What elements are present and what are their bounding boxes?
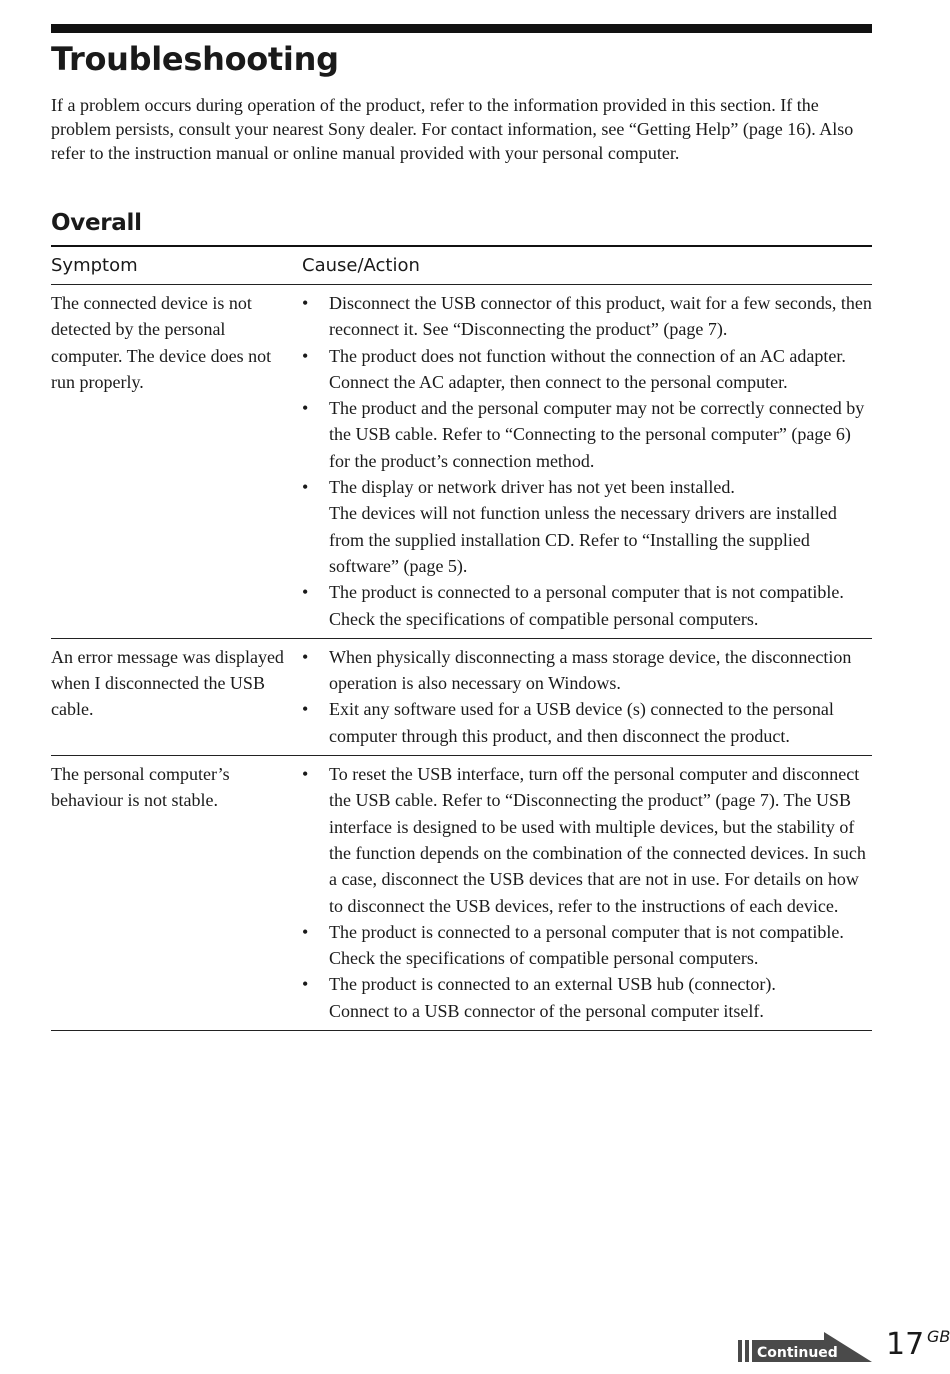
symptom-cell: The personal computer’s behaviour is not stable. [51, 764, 230, 811]
header-cause-action: Cause/Action [302, 255, 420, 276]
cause-text: • Disconnect the USB connector of this product, wait for a few seconds, then reconnect it. See “Disconnecting the product” (page 7). [329, 293, 872, 340]
cause-list [302, 290, 872, 632]
cause-item [302, 579, 872, 632]
intro-paragraph: If a problem occurs during operation of the product, refer to the information provided in this section. If the problem persists, consult your nearest Sony dealer. For contact information, see “Getting Help” (page 16). Also refer to the instruction manual or online manual provided with your personal computer. [51, 95, 854, 163]
section-title: Overall [51, 210, 142, 236]
cause-action-cell [302, 290, 872, 632]
action-text: Check the specifications of compatible personal computers. [329, 608, 759, 629]
cause-text: • To reset the USB interface, turn off the personal computer and disconnect the USB cable. Refer to “Disconnecting the product” (page 7). The USB interface is designed to be used with multiple devices, but the stability of the function depends on the combination of the connected devices. In such a case, disconnect the USB devices that are not in use. For details on how to disconnect the USB devices, refer to the instructions of each device. [329, 764, 866, 916]
table-row [51, 639, 872, 756]
cause-item [302, 971, 872, 1024]
cause-item [302, 343, 872, 396]
cause-item [302, 761, 872, 919]
symptom-cell: The connected device is not detected by the personal computer. The device does not run properly. [51, 293, 272, 392]
action-text: The devices will not function unless the necessary drivers are installed from the supplied installation CD. Refer to “Installing the supplied software” (page 5). [329, 503, 837, 576]
cause-item [302, 919, 872, 972]
cause-text: • Exit any software used for a USB device (s) connected to the personal computer through this product, and then disconnect the product. [329, 699, 834, 746]
cause-text: • The product does not function without the connection of an AC adapter. Connect the AC adapter, then connect to the personal computer. [329, 345, 846, 392]
continued-label: Continued [757, 1345, 838, 1361]
cause-text: • The product and the personal computer may not be correctly connected by the USB cable. Refer to “Connecting to the personal computer” (page 6) for the product’s connection method. [329, 398, 865, 471]
top-rule [51, 24, 872, 33]
page-title: Troubleshooting [51, 40, 339, 78]
action-text: Connect to a USB connector of the personal computer itself. [329, 1000, 764, 1021]
page-footer [738, 1326, 950, 1374]
cause-item [302, 474, 872, 579]
page-number: 17 [886, 1327, 925, 1362]
cause-list [302, 761, 872, 1024]
troubleshooting-table [51, 245, 872, 1031]
cause-action-cell [302, 644, 872, 749]
header-symptom: Symptom [51, 255, 138, 276]
cause-action-cell [302, 761, 872, 1024]
cause-item [302, 290, 872, 343]
cause-text: • The product is connected to a personal computer that is not compatible. [329, 921, 844, 942]
symptom-cell: An error message was displayed when I disconnected the USB cable. [51, 646, 284, 720]
cause-list [302, 644, 872, 749]
page-suffix: GB [927, 1327, 950, 1346]
cause-text: • The display or network driver has not yet been installed. [329, 477, 735, 498]
cause-text: • When physically disconnecting a mass storage device, the disconnection operation is also necessary on Windows. [329, 646, 852, 694]
table-header [51, 247, 872, 285]
action-text: Check the specifications of compatible personal computers. [329, 948, 759, 969]
cause-item [302, 395, 872, 474]
table-row [51, 285, 872, 639]
cause-item [302, 644, 872, 697]
cause-text: • The product is connected to an external USB hub (connector). [329, 974, 776, 995]
table-row [51, 756, 872, 1031]
table-body [51, 285, 872, 1031]
cause-text: • The product is connected to a personal computer that is not compatible. [329, 582, 844, 603]
cause-item [302, 696, 872, 749]
